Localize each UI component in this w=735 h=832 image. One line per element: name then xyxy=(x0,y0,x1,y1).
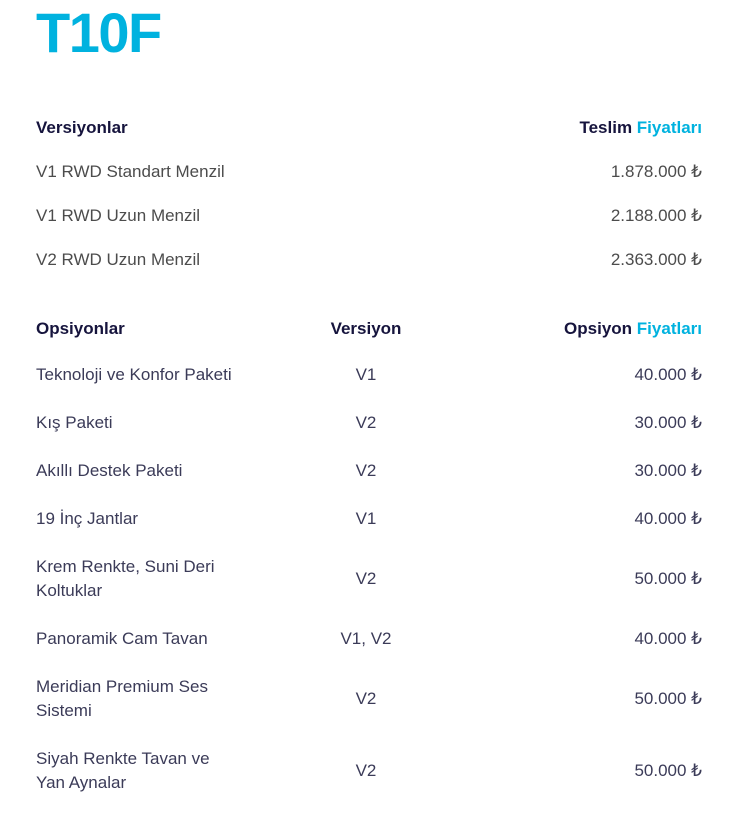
option-version: V2 xyxy=(355,413,377,432)
versions-header-label: Versiyonlar xyxy=(36,118,128,137)
option-name: Krem Renkte, Suni Deri Koltuklar xyxy=(36,557,215,600)
versions-section xyxy=(36,118,702,270)
option-price: 40.000 ₺ xyxy=(634,365,702,384)
version-name: V1 RWD Standart Menzil xyxy=(36,162,225,181)
option-version: V2 xyxy=(355,461,377,480)
option-version: V1, V2 xyxy=(340,629,392,648)
version-name: V2 RWD Uzun Menzil xyxy=(36,250,201,269)
option-row xyxy=(36,675,702,723)
option-row xyxy=(36,555,702,603)
option-prices-header-dark: Opsiyon xyxy=(564,319,633,338)
option-name: Kış Paketi xyxy=(36,413,113,432)
option-name: Siyah Renkte Tavan ve Yan Aynalar xyxy=(36,749,210,792)
option-row xyxy=(36,411,702,435)
versions-header-row xyxy=(36,118,702,138)
option-name: Panoramik Cam Tavan xyxy=(36,629,208,648)
option-price: 30.000 ₺ xyxy=(634,461,702,480)
option-prices-header-cyan: Fiyatları xyxy=(636,319,702,338)
option-version: V2 xyxy=(355,761,377,780)
version-name: V1 RWD Uzun Menzil xyxy=(36,206,201,225)
option-prices-header xyxy=(491,318,702,339)
option-version: V2 xyxy=(355,569,377,588)
options-header-label: Opsiyonlar xyxy=(36,319,125,338)
option-name: 19 İnç Jantlar xyxy=(36,509,139,528)
option-row xyxy=(36,507,702,531)
version-price: 1.878.000 ₺ xyxy=(610,162,702,181)
option-version: V2 xyxy=(355,689,377,708)
delivery-prices-header xyxy=(579,118,702,138)
option-row xyxy=(36,627,702,651)
options-version-header: Versiyon xyxy=(330,319,402,338)
option-price: 40.000 ₺ xyxy=(634,509,702,528)
version-row xyxy=(36,206,702,226)
option-row xyxy=(36,363,702,387)
option-name: Akıllı Destek Paketi xyxy=(36,461,183,480)
version-row xyxy=(36,162,702,182)
option-version: V1 xyxy=(355,365,377,384)
options-header-row xyxy=(36,318,702,339)
version-price: 2.363.000 ₺ xyxy=(610,250,702,269)
version-row xyxy=(36,250,702,270)
option-version: V1 xyxy=(355,509,377,528)
page-title: T10F xyxy=(36,1,161,64)
option-price: 50.000 ₺ xyxy=(634,569,702,588)
option-price: 50.000 ₺ xyxy=(634,761,702,780)
delivery-prices-header-dark: Teslim xyxy=(579,118,633,137)
option-row xyxy=(36,459,702,483)
option-price: 30.000 ₺ xyxy=(634,413,702,432)
option-name: Meridian Premium Ses Sistemi xyxy=(36,677,208,720)
option-row xyxy=(36,747,702,795)
option-price: 50.000 ₺ xyxy=(634,689,702,708)
option-price: 40.000 ₺ xyxy=(634,629,702,648)
delivery-prices-header-cyan: Fiyatları xyxy=(636,118,702,137)
options-section xyxy=(36,318,702,795)
version-price: 2.188.000 ₺ xyxy=(610,206,702,225)
option-name: Teknoloji ve Konfor Paketi xyxy=(36,365,232,384)
